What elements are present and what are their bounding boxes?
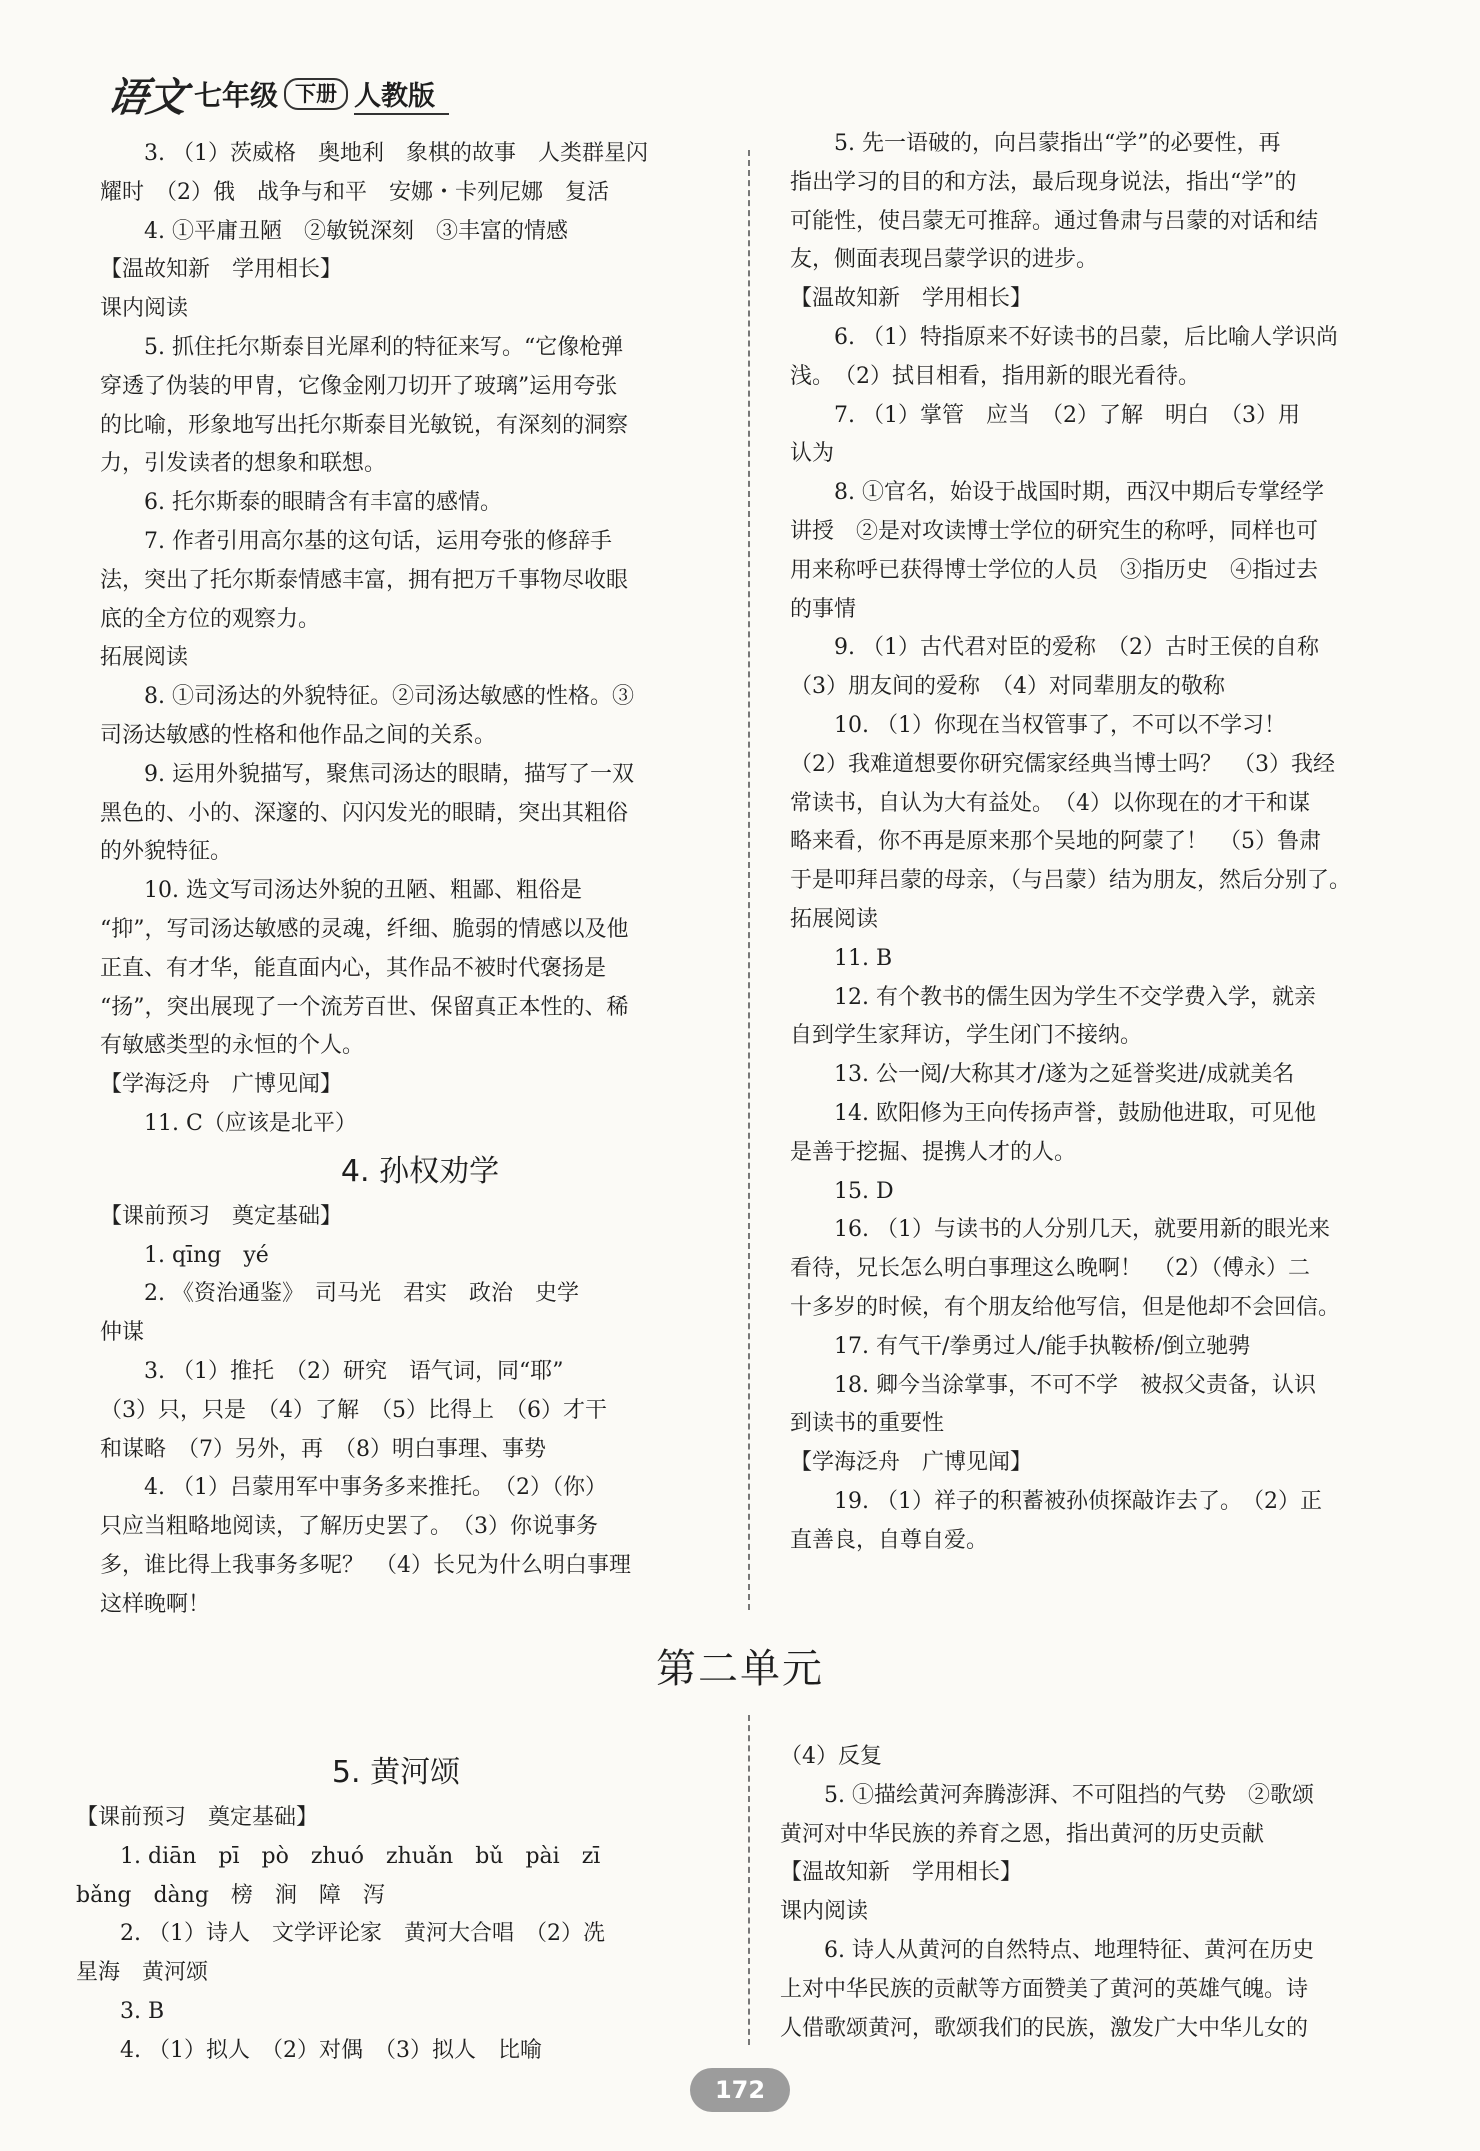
text-line: 6. 托尔斯泰的眼睛含有丰富的感情。 (144, 490, 502, 516)
text-line: 3. B (120, 1998, 165, 2024)
text-line: （3）朋友间的爱称 （4）对同辈朋友的敬称 (790, 674, 1225, 700)
page-header (104, 70, 449, 121)
text-line: 7. （1）掌管 应当 （2）了解 明白 （3）用 (834, 402, 1300, 428)
text-line: 黑色的、小的、深邃的、闪闪发光的眼睛，突出其粗俗 (100, 800, 629, 826)
text-line: 课内阅读 (100, 296, 189, 322)
text-line: 17. 有气干/拳勇过人/能手执鞍桥/倒立驰骋 (834, 1333, 1251, 1359)
section-title: 4. 孙权劝学 (340, 1153, 500, 1189)
text-line: 的外貌特征。 (100, 839, 233, 865)
text-line: 耀时 （2）俄 战争与和平 安娜・卡列尼娜 复活 (100, 179, 609, 205)
right-column-bottom (780, 1738, 1420, 2048)
text-line: 用来称呼已获得博士学位的人员 ③指历史 ④指过去 (790, 557, 1319, 583)
text-line: （2）我难道想要你研究儒家经典当博士吗？ （3）我经 (790, 751, 1335, 777)
text-line: 7. 作者引用高尔基的这句话，运用夸张的修辞手 (144, 528, 612, 554)
text-line: 力，引发读者的想象和联想。 (100, 451, 387, 477)
text-line: 自到学生家拜访，学生闭门不接纳。 (790, 1023, 1143, 1049)
text-line: 6. 诗人从黄河的自然特点、地理特征、黄河在历史 (824, 1937, 1314, 1963)
left-column-bottom (76, 1745, 716, 2071)
text-line: 【学海泛舟 广博见闻】 (790, 1450, 1033, 1476)
text-line: 浅。 （2）拭目相看，指用新的眼光看待。 (790, 363, 1200, 389)
text-line: 友，侧面表现吕蒙学识的进步。 (790, 247, 1099, 273)
page-number: 172 (690, 2068, 790, 2112)
text-line: 11. C（应该是北平） (144, 1110, 357, 1136)
text-line: 看待，兄长怎么明白事理这么晚啊！ （2）（傅永）二 (790, 1256, 1310, 1282)
text-line: （4）反复 (780, 1744, 882, 1769)
text-line: 直善良，自尊自爱。 (790, 1527, 989, 1553)
column-divider-bottom (748, 1715, 750, 2045)
text-line: 12. 有个教书的儒生因为学生不交学费入学，就亲 (834, 984, 1316, 1010)
text-line: 有敏感类型的永恒的个人。 (100, 1033, 365, 1059)
text-line: 这样晚啊！ (100, 1591, 211, 1617)
text-line: 【温故知新 学用相长】 (780, 1860, 1023, 1886)
grade-label: 七年级 (194, 79, 279, 112)
text-line: 多，谁比得上我事务多呢？ （4）长兄为什么明白事理 (100, 1552, 631, 1578)
text-line: 黄河对中华民族的养育之恩，指出黄河的历史贡献 (780, 1821, 1265, 1847)
text-line: 底的全方位的观察力。 (100, 606, 321, 632)
text-line: 上对中华民族的贡献等方面赞美了黄河的英雄气魄。诗 (780, 1976, 1309, 2002)
volume-badge: 下册 (284, 78, 348, 110)
text-line: 司汤达敏感的性格和他作品之间的关系。 (100, 722, 497, 748)
text-line: “扬”，突出展现了一个流芳百世、保留真正本性的、稀 (100, 994, 629, 1020)
text-line: 法，突出了托尔斯泰情感丰富，拥有把万千事物尽收眼 (100, 567, 629, 593)
text-line: 人借歌颂黄河，歌颂我们的民族，激发广大中华儿女的 (780, 2015, 1309, 2041)
text-line: 拓展阅读 (100, 645, 189, 671)
book-logo: 语文 (104, 74, 189, 121)
text-line: 2. （1）诗人 文学评论家 黄河大合唱 （2）冼 (120, 1921, 605, 1947)
text-line: 常读书，自认为大有益处。 （4）以你现在的才干和谋 (790, 790, 1310, 816)
text-line: 到读书的重要性 (790, 1411, 945, 1437)
text-line: 的比喻，形象地写出托尔斯泰目光敏锐，有深刻的洞察 (100, 412, 629, 438)
text-line: 1. qīng yé (144, 1242, 269, 1268)
column-divider-top (748, 150, 750, 1610)
edition-label: 人教版 (354, 74, 449, 115)
text-line: 10. 选文写司汤达外貌的丑陋、粗鄙、粗俗是 (144, 878, 582, 904)
text-line: 的事情 (790, 596, 857, 622)
text-line: 认为 (790, 441, 835, 467)
text-line: 【课前预习 奠定基础】 (76, 1805, 319, 1830)
text-line: bǎng dàng 榜 涧 障 泻 (76, 1882, 385, 1908)
text-line: 19. （1）祥子的积蓄被孙侦探敲诈去了。 （2）正 (834, 1488, 1322, 1514)
text-line: 于是叩拜吕蒙的母亲，（与吕蒙）结为朋友，然后分别了。 (790, 868, 1352, 894)
right-column-top (790, 125, 1430, 1560)
text-line: 5. ①描绘黄河奔腾澎湃、不可阻挡的气势 ②歌颂 (824, 1782, 1314, 1808)
text-line: 3. （1）推托 （2）研究 语气词，同“耶” (144, 1358, 564, 1384)
text-line: 4. （1）拟人 （2）对偶 （3）拟人 比喻 (120, 2037, 542, 2063)
text-line: 6. （1）特指原来不好读书的吕蒙，后比喻人学识尚 (834, 324, 1338, 350)
text-line: 只应当粗略地阅读，了解历史罢了。 （3）你说事务 (100, 1514, 598, 1540)
text-line: 和谋略 （7）另外，再 （8）明白事理、事势 (100, 1436, 546, 1462)
text-line: 9. （1）古代君对臣的爱称 （2）古时王侯的自称 (834, 635, 1319, 661)
text-line: 5. 抓住托尔斯泰目光犀利的特征来写。“它像枪弹 (144, 334, 624, 360)
text-line: 9. 运用外貌描写，聚焦司汤达的眼睛，描写了一双 (144, 761, 634, 787)
text-line: 10. （1）你现在当权管事了，不可以不学习！ (834, 712, 1286, 738)
text-line: 4. ①平庸丑陋 ②敏锐深刻 ③丰富的情感 (144, 218, 568, 244)
text-line: 仲谋 (100, 1320, 145, 1346)
text-line: 4. （1）吕蒙用军中事务多来推托。 （2）（你） (144, 1475, 607, 1501)
text-line: “抑”，写司汤达敏感的灵魂，纤细、脆弱的情感以及他 (100, 916, 629, 942)
text-line: 15. D (834, 1178, 894, 1204)
text-line: 5. 先一语破的，向吕蒙指出“学”的必要性，再 (834, 131, 1281, 156)
text-line: 讲授 ②是对攻读博士学位的研究生的称呼，同样也可 (790, 518, 1319, 544)
text-line: 课内阅读 (780, 1899, 869, 1925)
text-line: 拓展阅读 (790, 906, 879, 932)
text-line: 11. B (834, 945, 893, 971)
text-line: 星海 黄河颂 (76, 1960, 209, 1986)
text-line: 【温故知新 学用相长】 (790, 286, 1033, 312)
unit-title: 第二单元 (656, 1646, 824, 1692)
text-line: 略来看，你不再是原来那个吴地的阿蒙了！ （5）鲁肃 (790, 829, 1321, 855)
text-line: 可能性，使吕蒙无可推辞。通过鲁肃与吕蒙的对话和结 (790, 208, 1319, 234)
text-line: 13. 公一阅/大称其才/遂为之延誉奖进/成就美名 (834, 1062, 1295, 1088)
text-line: 14. 欧阳修为王向传扬声誉，鼓励他进取，可见他 (834, 1100, 1316, 1126)
text-line: 指出学习的目的和方法，最后现身说法，指出“学”的 (790, 169, 1297, 195)
section-title: 5. 黄河颂 (331, 1755, 461, 1790)
text-line: 3. （1）茨威格 奥地利 象棋的故事 人类群星闪 (144, 141, 648, 166)
text-line: 8. ①官名，始设于战国时期，西汉中期后专掌经学 (834, 480, 1324, 506)
text-line: （3）只，只是 （4）了解 （5）比得上 （6）才干 (100, 1397, 607, 1423)
text-line: 【学海泛舟 广博见闻】 (100, 1072, 343, 1098)
text-line: 【课前预习 奠定基础】 (100, 1203, 343, 1229)
text-line: 十多岁的时候，有个朋友给他写信，但是他却不会回信。 (790, 1294, 1341, 1320)
text-line: 正直、有才华，能直面内心，其作品不被时代褒扬是 (100, 955, 607, 981)
text-line: 【温故知新 学用相长】 (100, 257, 343, 283)
text-line: 2. 《资治通鉴》 司马光 君实 政治 史学 (144, 1281, 579, 1307)
text-line: 8. ①司汤达的外貌特征。②司汤达敏感的性格。③ (144, 684, 634, 710)
text-line: 16. （1）与读书的人分别几天，就要用新的眼光来 (834, 1217, 1330, 1243)
text-line: 1. diān pī pò zhuó zhuǎn bǔ pài zī (120, 1843, 601, 1869)
text-line: 是善于挖掘、提携人才的人。 (790, 1139, 1077, 1165)
left-column-top (100, 135, 740, 1624)
text-line: 18. 卿今当涂掌事，不可不学 被叔父责备，认识 (834, 1372, 1316, 1398)
text-line: 穿透了伪装的甲胄，它像金刚刀切开了玻璃”运用夸张 (100, 373, 618, 399)
